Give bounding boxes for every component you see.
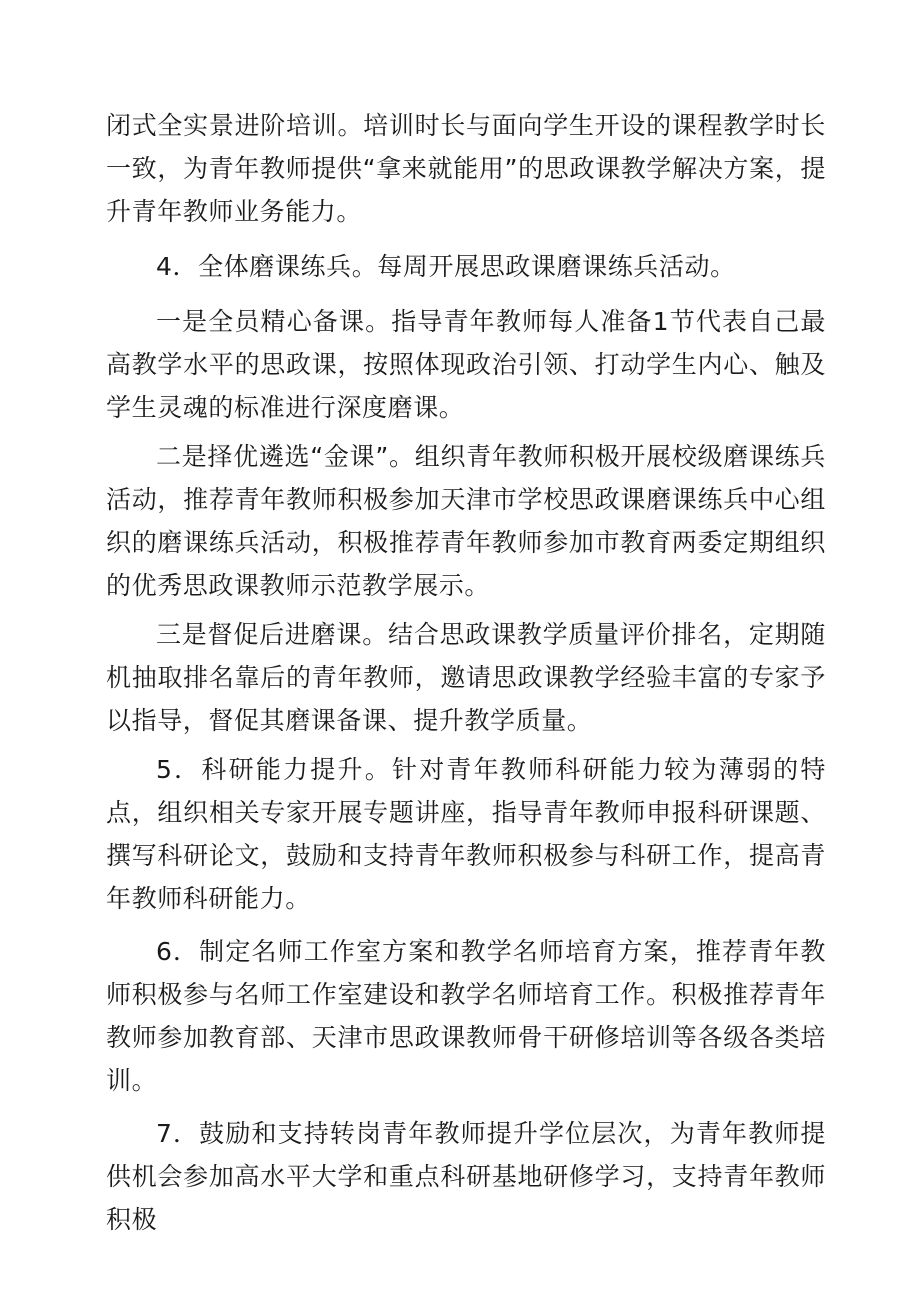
paragraph-item-4: 4．全体磨课练兵。每周开展思政课磨课练兵活动。 [156, 252, 736, 281]
paragraph-supervise-lagging: 三是督促后进磨课。结合思政课教学质量评价排名，定期随机抽取排名靠后的青年教师，邀请思政课教学经验丰富的专家予以指导，督促其磨课备课、提升教学质量。 [106, 620, 826, 735]
paragraph-item-7: 7．鼓励和支持转岗青年教师提升学位层次，为青年教师提供机会参加高水平大学和重点科研基地研修学习，支持青年教师积极 [106, 1119, 826, 1234]
paragraph-training-continuation: 闭式全实景进阶培训。培训时长与面向学生开设的课程教学时长一致，为青年教师提供“拿来就能用”的思政课教学解决方案，提升青年教师业务能力。 [106, 111, 826, 226]
paragraph-item-5: 5．科研能力提升。针对青年教师科研能力较为薄弱的特点，组织相关专家开展专题讲座，指导青年教师申报科研课题、撰写科研论文，鼓励和支持青年教师积极参与科研工作，提高青年教师科研能力。 [106, 755, 826, 913]
document-body [106, 104, 826, 1241]
paragraph-select-golden-courses: 二是择优遴选“金课”。组织青年教师积极开展校级磨课练兵活动，推荐青年教师积极参加天津市学校思政课磨课练兵中心组织的磨课练兵活动，积极推荐青年教师参加市教育两委定期组织的优秀思政课教师示范教学展示。 [106, 442, 826, 600]
paragraph-item-6: 6．制定名师工作室方案和教学名师培育方案，推荐青年教师积极参与名师工作室建设和教学名师培育工作。积极推荐青年教师参加教育部、天津市思政课教师骨干研修培训等各级各类培训。 [106, 937, 826, 1095]
paragraph-prepare-lessons: 一是全员精心备课。指导青年教师每人准备1节代表自己最高教学水平的思政课，按照体现政治引领、打动学生内心、触及学生灵魂的标准进行深度磨课。 [106, 307, 826, 422]
